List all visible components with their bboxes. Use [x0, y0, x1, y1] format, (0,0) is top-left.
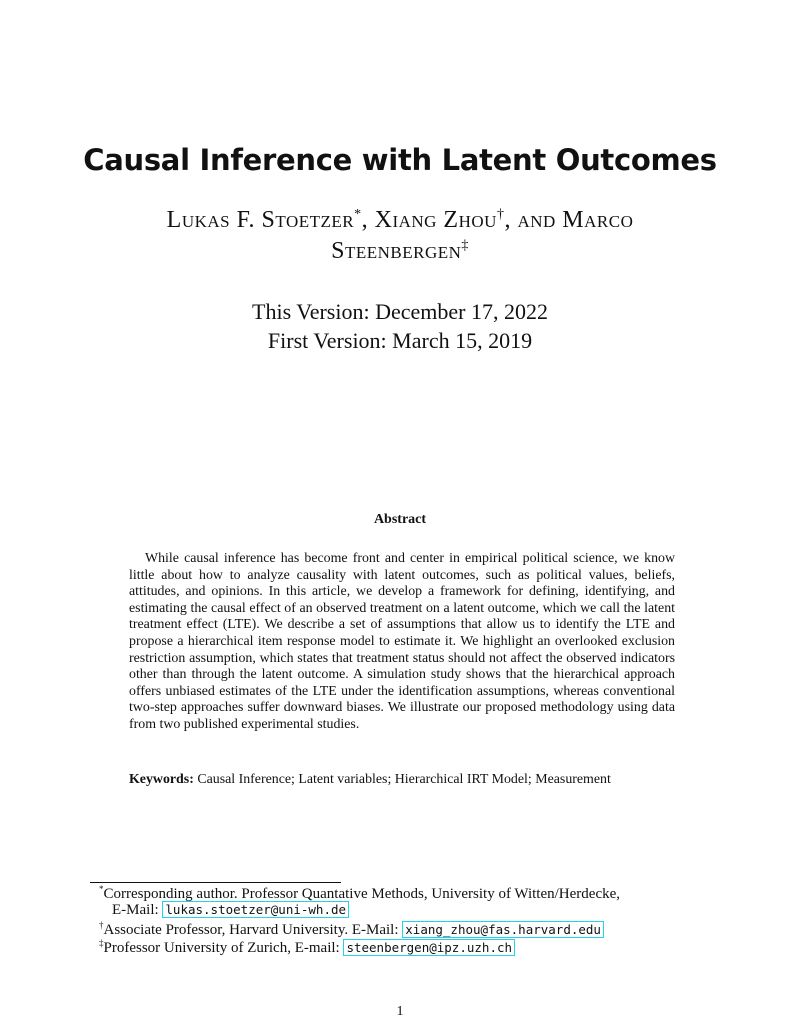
paper-title: Causal Inference with Latent Outcomes: [83, 143, 717, 177]
author-steenbergen: Steenbergen: [331, 238, 462, 264]
keywords-label: Keywords:: [129, 772, 194, 787]
footnote-3-text: Professor University of Zurich, E-mail:: [103, 940, 340, 956]
email-link-stoetzer[interactable]: lukas.stoetzer@uni-wh.de: [162, 901, 349, 918]
email-link-zhou[interactable]: xiang_zhou@fas.harvard.edu: [402, 921, 604, 938]
footnote-3-mark: ‡: [99, 938, 104, 948]
first-version: First Version: March 15, 2019: [267, 328, 533, 353]
footnote-1-email-label: E-Mail:: [112, 902, 159, 918]
footnote-2-text: Associate Professor, Harvard University. E-Mail:: [103, 922, 399, 938]
keywords-list: Causal Inference; Latent variables; Hierarchical IRT Model; Measurement: [197, 772, 611, 787]
footnote-mark-1: *: [354, 207, 362, 222]
footnote-1-text: Corresponding author. Professor Quantative Methods, University of Witten/Herdecke,: [103, 886, 621, 902]
author-stoetzer: Lukas F. Stoetzer: [166, 207, 355, 233]
footnote-1-email-line: [112, 902, 349, 919]
footnote-mark-3: ‡: [461, 238, 469, 253]
footnote-1-mark: *: [99, 884, 104, 894]
author-conjunction: and Marco: [517, 207, 634, 233]
page-number: 1: [396, 1004, 404, 1019]
footnote-2: [99, 920, 604, 939]
footnote-mark-2: †: [496, 207, 505, 222]
abstract-heading: Abstract: [373, 512, 427, 527]
keywords: [129, 772, 689, 788]
author-line-2: [0, 238, 800, 265]
author-zhou: Xiang Zhou: [374, 207, 497, 233]
footnote-rule: [90, 882, 341, 883]
footnote-3: [99, 938, 515, 957]
abstract-body: While causal inference has become front and center in empirical political science, we know little about how to analyze causality with latent outcomes, such as political values, beliefs, attitudes, and opinions. In this article, we develop a framework for defining, identifying, and estimating the causal effect of an observed treatment on a latent outcome, which we call the latent treatment effect (LTE). We describe a set of assumptions that allow us to identify the LTE and propose a hierarchical item response model to estimate it. We highlight an overlooked exclusion restriction assumption, which states that treatment status should not affect the observed indicators other than through the latent outcome. A simulation study shows that the hierarchical approach offers unbiased estimates of the LTE under the identification assumptions, whereas conventional two-step approaches suffer downward biases. We illustrate our proposed methodology using data from two published experimental studies.: [129, 551, 675, 732]
this-version: This Version: December 17, 2022: [252, 299, 548, 324]
email-link-steenbergen[interactable]: steenbergen@ipz.uzh.ch: [343, 939, 515, 956]
footnote-2-mark: †: [99, 920, 104, 930]
author-line-1: Lukas F. Stoetzer*, Xiang Zhou†, and Marco: [166, 207, 634, 233]
